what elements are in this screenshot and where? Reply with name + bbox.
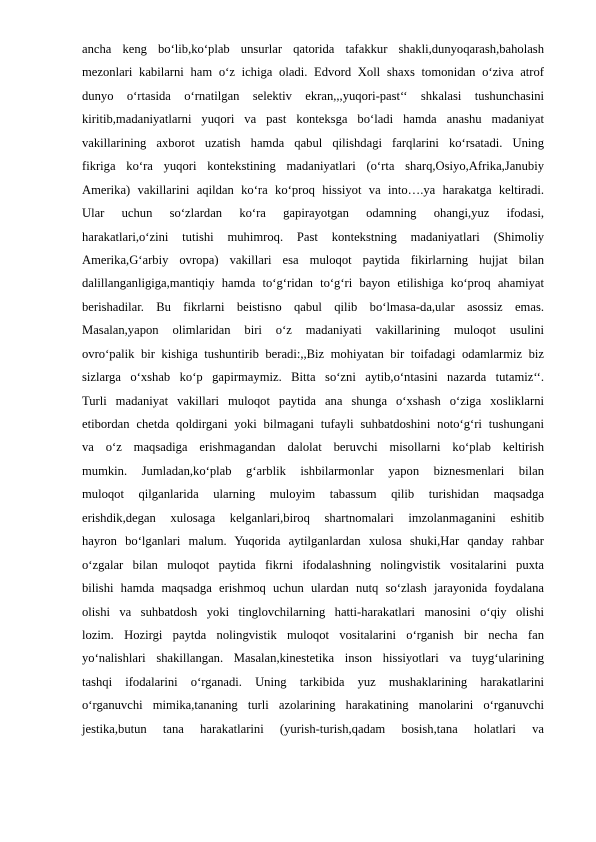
text-line: vakillarining axborot uzatish hamda qabul qilishdagi farqlarini ko‘rsatadi. Uning [82, 135, 544, 150]
text-line: kiritib,madaniyatlarni yuqori va past konteksga bo‘ladi hamda anashu madaniyat [82, 112, 544, 127]
text-line: berishadilar. Bu fikrlarni beistisno qabul qilib bo‘lmasa-da,ular asossiz emas. [82, 299, 544, 314]
text-line: tashqi ifodalarini o‘rganadi. Uning tarkibida yuz mushaklarining harakatlarini [82, 674, 544, 689]
text-line: o‘zgalar bilan muloqot paytida fikrni ifodalashning nolingvistik vositalarini puxta [82, 557, 544, 572]
text-line: muloqot qilganlarida ularning muloyim tabassum qilib turishidan maqsadga [82, 487, 544, 502]
text-line: harakatlari,o‘zini tutishi muhimroq. Past kontekstning madaniyatlari (Shimoliy [82, 229, 544, 244]
text-line: Ular uchun so‘zlardan ko‘ra gapirayotgan odamning ohangi,yuz ifodasi, [82, 206, 544, 221]
text-line: mezonlari kabilarni ham o‘z ichiga oladi. Edvord Xoll shaxs tomonidan o‘ziva atrof [82, 65, 544, 80]
text-line: o‘rganuvchi mimika,tananing turli azolarining harakatining manolarini o‘rganuvchi [82, 698, 544, 713]
text-line: olishi va suhbatdosh yoki tinglovchilarning hatti-harakatlari manosini o‘qiy olishi [82, 604, 544, 619]
text-line: fikriga ko‘ra yuqori kontekstining madaniyatlari (o‘rta sharq,Osiyo,Afrika,Janubiy [82, 159, 544, 174]
text-line: mumkin. Jumladan,ko‘plab g‘arblik ishbilarmonlar yapon biznesmenlari bilan [82, 463, 544, 478]
text-line: va o‘z maqsadiga erishmagandan dalolat beruvchi misollarni ko‘plab keltirish [82, 440, 544, 455]
text-line: erishdik,degan xulosaga kelganlari,biroq shartnomalari imzolanmaganini eshitib [82, 510, 544, 525]
text-line: etibordan chetda qoldirgani yoki bilmagani tufayli suhbatdoshini noto‘g‘ri tushungani [82, 417, 544, 431]
text-line: Amerika) vakillarini aqildan ko‘ra ko‘proq hissiyot va into….ya harakatga keltiradi. [82, 182, 544, 197]
text-line: Amerika,G‘arbiy ovropa) vakillari esa muloqot paytida fikirlarning hujjat bilan [82, 252, 544, 267]
text-line: ovro‘palik bir kishiga tushuntirib beradi:,,Biz mohiyatan bir toifadagi odamlarmiz biz [82, 346, 544, 361]
text-line: Turli madaniyat vakillari muloqot paytida ana shunga o‘xshash o‘ziga xosliklarni [82, 393, 544, 408]
text-line: Masalan,yapon olimlaridan biri o‘z madaniyati vakillarining muloqot usulini [82, 323, 544, 338]
text-line: ancha keng bo‘lib,ko‘plab unsurlar qatorida tafakkur shakli,dunyoqarash,baholash [82, 42, 544, 56]
document-body [82, 38, 544, 741]
text-line: lozim. Hozirgi paytda nolingvistik muloqot vositalarini o‘rganish bir necha fan [82, 627, 544, 642]
text-line: dalillanganligiga,mantiqiy hamda to‘g‘ridan to‘g‘ri bayon etilishiga ko‘proq ahamiyat [82, 276, 544, 291]
text-line: yo‘nalishlari shakillangan. Masalan,kinestetika inson hissiyotlari va tuyg‘ularining [82, 651, 544, 666]
text-line: hayron bo‘lganlari malum. Yuqorida aytilganlardan xulosa shuki,Har qanday rahbar [82, 534, 544, 549]
text-line: bilishi hamda maqsadga erishmoq uchun ulardan nutq so‘zlash jarayonida foydalana [82, 581, 544, 596]
text-line: dunyo o‘rtasida o‘rnatilgan selektiv ekran,,,yuqori-past‘‘ shkalasi tushunchasini [82, 88, 544, 103]
text-line: jestika,butun tana harakatlarini (yurish-turish,qadam bosish,tana holatlari va [82, 721, 544, 736]
text-line: sizlarga o‘xshab ko‘p gapirmaymiz. Bitta so‘zni aytib,o‘ntasini nazarda tutamiz‘‘. [82, 370, 544, 385]
